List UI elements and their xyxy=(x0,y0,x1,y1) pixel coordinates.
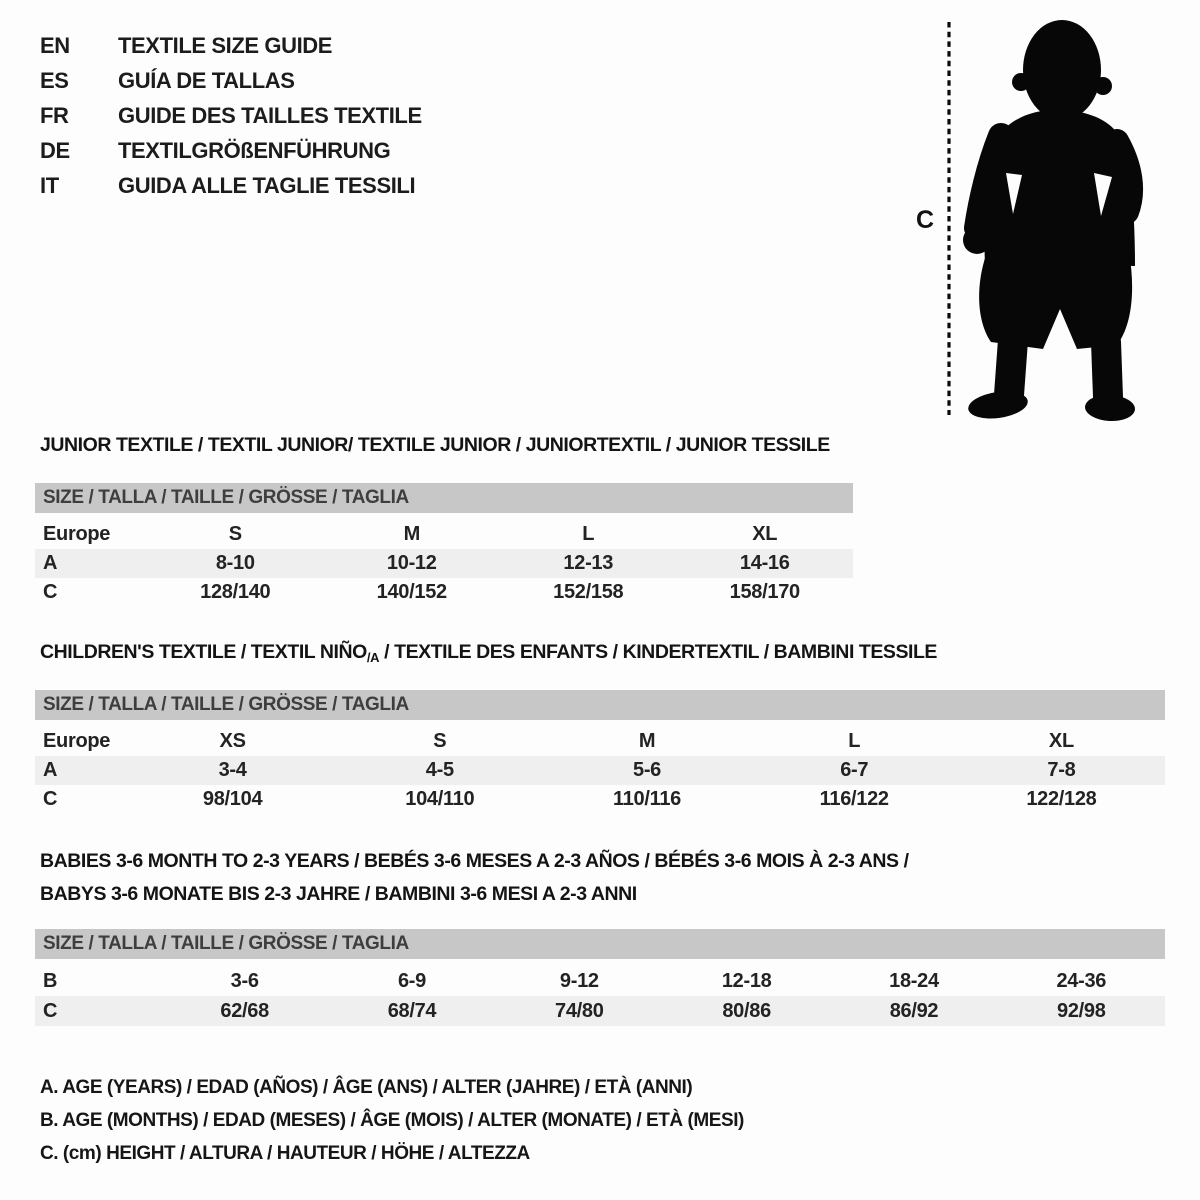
size-column-header: M xyxy=(403,523,420,545)
cell: 8-10 xyxy=(215,552,255,574)
height-figure xyxy=(905,12,1155,426)
cell: 6-9 xyxy=(397,970,426,992)
babies-section-title xyxy=(40,845,909,911)
legend-age-years: A. AGE (YEARS) / EDAD (AÑOS) / ÂGE (ANS) / ALTER (JAHRE) / ETÀ (ANNI) xyxy=(40,1077,693,1098)
cell: 14-16 xyxy=(739,552,790,574)
cell: 128/140 xyxy=(200,581,271,603)
table-row-height xyxy=(35,785,1165,814)
cell: 3-6 xyxy=(230,970,259,992)
row-label: A xyxy=(43,759,58,781)
toddler-silhouette xyxy=(963,20,1136,422)
cell: 110/116 xyxy=(613,788,681,810)
language-title: GUIDA ALLE TAGLIE TESSILI xyxy=(118,173,416,198)
children-section-title xyxy=(40,641,937,665)
cell: 116/122 xyxy=(819,788,889,810)
table-row-height xyxy=(35,996,1165,1026)
size-column-header: XL xyxy=(1048,730,1074,752)
size-header-bar: SIZE / TALLA / TAILLE / GRÖSSE / TAGLIA xyxy=(35,690,1165,720)
size-header-bar: SIZE / TALLA / TAILLE / GRÖSSE / TAGLIA xyxy=(35,929,1165,959)
cell: 24-36 xyxy=(1056,970,1107,992)
language-code: IT xyxy=(40,173,59,198)
cell: 140/152 xyxy=(376,581,447,603)
language-code: ES xyxy=(40,68,69,93)
children-size-table xyxy=(35,690,1165,814)
cell: 158/170 xyxy=(729,581,800,603)
size-column-header: XL xyxy=(752,523,778,545)
language-row-en xyxy=(40,28,422,63)
language-code: EN xyxy=(40,33,70,58)
row-label: B xyxy=(43,970,58,992)
size-column-header: M xyxy=(638,730,656,752)
language-code: FR xyxy=(40,103,69,128)
cell: 18-24 xyxy=(889,970,939,992)
table-row-age-months xyxy=(35,966,1165,996)
cell: 68/74 xyxy=(387,1000,437,1022)
size-column-header: L xyxy=(848,730,861,752)
cell: 80/86 xyxy=(722,1000,771,1022)
language-title: GUÍA DE TALLAS xyxy=(118,68,295,93)
row-label: C xyxy=(43,581,58,603)
cell: 12-18 xyxy=(721,970,772,992)
language-code: DE xyxy=(40,138,70,163)
cell: 104/110 xyxy=(405,788,475,810)
children-title-main: CHILDREN'S TEXTILE / TEXTIL NIÑO xyxy=(40,641,367,663)
cell: 122/128 xyxy=(1026,788,1097,810)
cell: 98/104 xyxy=(202,788,263,810)
row-label: Europe xyxy=(43,730,111,752)
babies-size-table xyxy=(35,929,1165,1026)
table-row-header xyxy=(35,727,1165,756)
language-title: TEXTILE SIZE GUIDE xyxy=(118,33,333,58)
cell: 86/92 xyxy=(889,1000,939,1022)
table-row-height xyxy=(35,578,853,607)
row-label: Europe xyxy=(43,523,111,545)
height-measure-label: C xyxy=(916,206,935,234)
row-label: C xyxy=(43,788,58,810)
children-title-subscript: /A xyxy=(366,650,380,665)
junior-size-table xyxy=(35,483,853,607)
language-row-fr xyxy=(40,98,422,133)
legend-height-cm: C. (cm) HEIGHT / ALTURA / HAUTEUR / HÖHE / ALTEZZA xyxy=(40,1143,530,1164)
toddler-silhouette-graphic xyxy=(905,12,1155,426)
row-label: A xyxy=(43,552,58,574)
cell: 6-7 xyxy=(840,759,869,781)
size-column-header: S xyxy=(433,730,447,752)
measurement-legend xyxy=(40,1071,744,1170)
size-column-header: S xyxy=(228,523,242,545)
language-title: GUIDE DES TAILLES TEXTILE xyxy=(118,103,422,128)
size-header-bar: SIZE / TALLA / TAILLE / GRÖSSE / TAGLIA xyxy=(35,483,853,513)
junior-section-title: JUNIOR TEXTILE / TEXTIL JUNIOR/ TEXTILE JUNIOR / JUNIORTEXTIL / JUNIOR TESSILE xyxy=(40,434,830,456)
cell: 74/80 xyxy=(555,1000,604,1022)
babies-title-line2: BABYS 3-6 MONATE BIS 2-3 JAHRE / BAMBINI 3-6 MESI A 2-3 ANNI xyxy=(40,883,637,905)
cell: 152/158 xyxy=(553,581,624,603)
table-row-header xyxy=(35,520,853,549)
row-label: C xyxy=(43,1000,58,1022)
size-column-header: L xyxy=(582,523,595,545)
legend-age-months: B. AGE (MONTHS) / EDAD (MESES) / ÂGE (MOIS) / ALTER (MONATE) / ETÀ (MESI) xyxy=(40,1110,744,1131)
language-row-it xyxy=(40,168,422,203)
language-row-de xyxy=(40,133,422,168)
language-title-list xyxy=(40,28,422,203)
size-column-header: XS xyxy=(219,730,246,752)
cell: 7-8 xyxy=(1047,759,1076,781)
cell: 5-6 xyxy=(633,759,662,781)
language-row-es xyxy=(40,63,422,98)
cell: 4-5 xyxy=(425,759,454,781)
cell: 10-12 xyxy=(386,552,437,574)
cell: 9-12 xyxy=(559,970,599,992)
table-row-age xyxy=(35,756,1165,785)
cell: 12-13 xyxy=(563,552,614,574)
cell: 92/98 xyxy=(1057,1000,1106,1022)
children-title-rest: / TEXTILE DES ENFANTS / KINDERTEXTIL / BAMBINI TESSILE xyxy=(379,641,937,663)
language-title: TEXTILGRÖßENFÜHRUNG xyxy=(118,138,391,163)
babies-title-line1: BABIES 3-6 MONTH TO 2-3 YEARS / BEBÉS 3-6 MESES A 2-3 AÑOS / BÉBÉS 3-6 MOIS À 2-3 ANS / xyxy=(40,850,909,872)
table-row-age xyxy=(35,549,853,578)
cell: 3-4 xyxy=(218,759,247,781)
cell: 62/68 xyxy=(220,1000,269,1022)
